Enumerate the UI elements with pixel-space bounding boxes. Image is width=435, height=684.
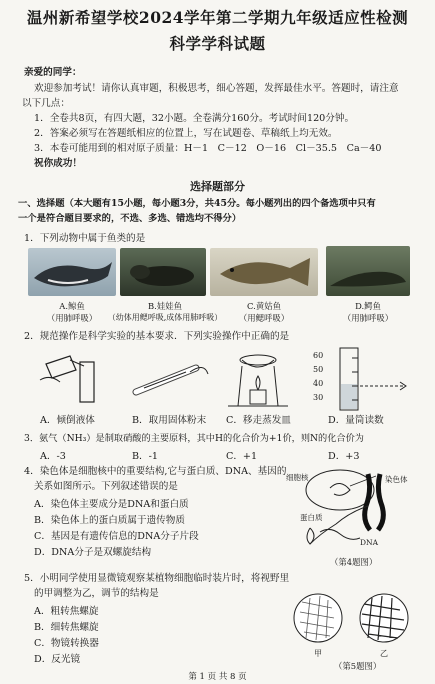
label-field-left: 甲: [314, 649, 322, 658]
q4-stem-line1: 4．染色体是细胞核中的重要结构,它与蛋白质、DNA、基因的: [24, 466, 287, 477]
q5-option-a: A．粗转焦螺旋: [34, 606, 99, 617]
microscope-fields-diagram: [292, 592, 412, 646]
page-title: 温州新希望学校2024学年第二学期九年级适应性检测: [26, 8, 409, 27]
label-nucleus: 细胞核: [286, 473, 309, 482]
cylinder-tick-30: 30: [313, 393, 324, 402]
q4-stem-line2: 关系如图所示。下列叙述错误的是: [34, 481, 178, 492]
label-chromosome: 染色体: [385, 475, 408, 484]
crocodile-image: [326, 246, 410, 296]
q1-option-a-label: A.鲸鱼: [59, 301, 85, 311]
q3-option-b: B．-1: [132, 451, 158, 462]
page-subtitle: 科学学科试题: [169, 34, 266, 53]
notice-greeting: 亲爱的同学：: [24, 67, 82, 78]
q3-option-c: C．+1: [226, 451, 258, 462]
pouring-liquid-illustration: [40, 352, 112, 408]
powder-sampling-illustration: [130, 352, 210, 408]
notice-intro-line2: 以下几点：: [22, 98, 70, 109]
cylinder-tick-50: 50: [313, 365, 324, 374]
salamander-image: [120, 248, 206, 296]
notice-intro-line1: 欢迎参加考试！请你认真审题，积极思考，细心答题，发挥最佳水平。答题时，请注意: [34, 83, 399, 94]
q3-option-d: D．+3: [328, 451, 360, 462]
section-heading-line1: 一、选择题（本大题有15小题，每小题3分，共45分。每小题列出的四个备选项中只有: [18, 198, 376, 209]
q5-option-d: D．反光镜: [34, 654, 81, 665]
q2-option-d: D．量筒读数: [328, 415, 384, 426]
q5-figure-caption: （第5题图）: [334, 661, 382, 671]
cylinder-tick-60: 60: [313, 351, 324, 360]
croaker-drawing: [210, 248, 318, 296]
crocodile-drawing: [326, 246, 410, 296]
q4-option-d: D．DNA分子是双螺旋结构: [34, 547, 152, 558]
notice-item-1: 1．全卷共8页，有四大题，32小题。全卷满分160分。考试时间120分钟。: [34, 113, 355, 124]
notice-wish: 祝你成功！: [34, 158, 82, 169]
q2-option-c: C．移走蒸发皿: [226, 415, 291, 426]
evaporating-dish-illustration: [228, 350, 288, 410]
q2-option-b: B．取用固体粉末: [132, 415, 207, 426]
label-field-right: 乙: [380, 649, 388, 658]
q1-option-c-label: C.黄姑鱼: [247, 301, 281, 311]
q1-option-b-note: （幼体用鳃呼吸,成体用肺呼吸）: [107, 313, 223, 322]
label-dna: DNA: [360, 538, 378, 547]
salamander-drawing: [120, 248, 206, 296]
q1-option-c-note: （用鳃呼吸）: [238, 313, 290, 323]
q2-option-a: A．倾倒液体: [40, 415, 95, 426]
q1-stem: 1．下列动物中属于鱼类的是: [24, 233, 146, 244]
cylinder-tick-40: 40: [313, 379, 324, 388]
section-title: 选择题部分: [190, 180, 245, 193]
q3-option-a: A．-3: [40, 451, 66, 462]
q4-option-b: B．染色体上的蛋白质属于遗传物质: [34, 515, 185, 526]
section-heading-line2: 一个是符合题目要求的，不选、多选、错选均不得分）: [18, 213, 242, 224]
q4-option-c: C．基因是有遗传信息的DNA分子片段: [34, 531, 199, 542]
croaker-image: [210, 248, 318, 296]
q4-option-a: A．染色体主要成分是DNA和蛋白质: [34, 499, 189, 510]
q1-option-d-note: （用肺呼吸）: [342, 313, 394, 323]
whale-image: [28, 248, 116, 296]
q5-option-b: B．细转焦螺旋: [34, 622, 99, 633]
q4-figure-caption: （第4题图）: [330, 557, 378, 567]
q3-stem: 3．氨气（NH₃）是制取硝酸的主要原料，其中H的化合价为+1价，则N的化合价为: [24, 433, 364, 444]
whale-drawing: [28, 248, 116, 296]
q5-stem-line1: 5．小明同学使用显微镜观察某植物细胞临时装片时，将视野里: [24, 573, 290, 584]
q1-option-d-label: D.鳄鱼: [355, 301, 381, 311]
q1-option-b-label: B.娃娃鱼: [148, 301, 182, 311]
notice-item-2: 2．答案必须写在答题纸相应的位置上，写在试题卷、草稿纸上均无效。: [34, 128, 338, 139]
page-footer: 第 1 页 共 8 页: [188, 672, 247, 682]
q5-option-c: C．物镜转换器: [34, 638, 99, 649]
measuring-cylinder-illustration: [330, 346, 410, 412]
q5-stem-line2: 的甲调整为乙，调节的结构是: [34, 588, 159, 599]
label-protein: 蛋白质: [300, 513, 323, 522]
q2-stem: 2．规范操作是科学实验的基本要求．下列实验操作中正确的是: [24, 331, 290, 342]
notice-item-3: 3．本卷可能用到的相对原子质量：H－1 C－12 O－16 Cl－35.5 Ca－40: [34, 143, 382, 154]
q1-option-a-note: （用肺呼吸）: [46, 313, 98, 323]
